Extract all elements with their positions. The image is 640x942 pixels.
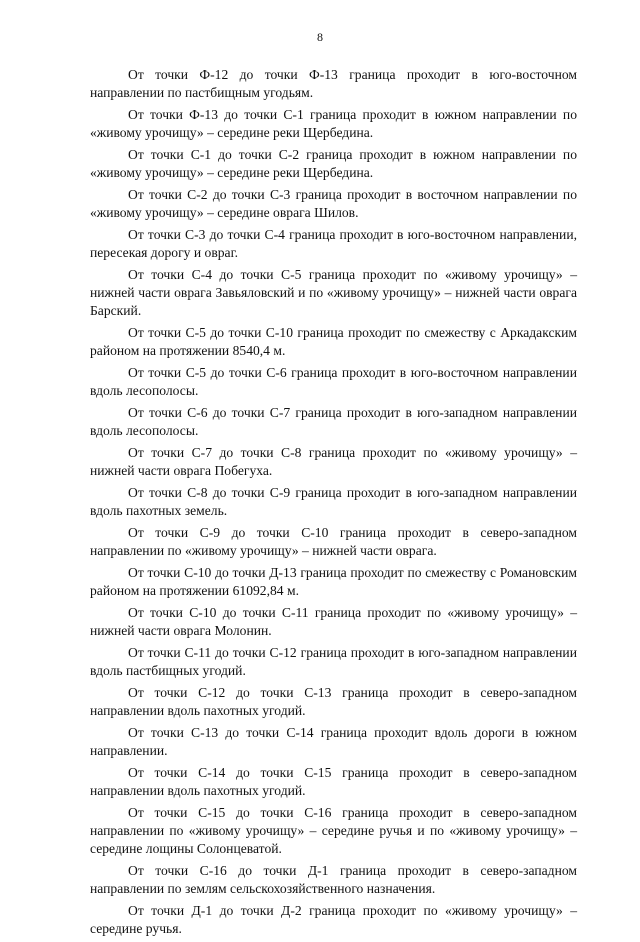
page-number: 8 — [317, 30, 323, 44]
paragraph-14: От точки С-10 до точки С-11 граница проходит по «живому урочищу» – нижней части оврага Молонин. — [90, 605, 577, 638]
paragraph-9: От точки С-6 до точки С-7 граница проходит в юго-западном направлении вдоль лесополосы. — [90, 405, 577, 438]
paragraph-2: От точки Ф-13 до точки С-1 граница проходит в южном направлении по «живому урочищу» – середине реки Щербедина. — [90, 107, 577, 140]
paragraph-13: От точки С-10 до точки Д-13 граница проходит по смежеству с Романовским районом на протяжении 61092,84 м. — [90, 565, 577, 598]
paragraph-21: От точки Д-1 до точки Д-2 граница проходит по «живому урочищу» – середине ручья. — [90, 903, 577, 936]
paragraph-5: От точки С-3 до точки С-4 граница проходит в юго-восточном направлении, пересекая дорогу и овраг. — [90, 227, 577, 260]
paragraph-11: От точки С-8 до точки С-9 граница проходит в юго-западном направлении вдоль пахотных земель. — [90, 485, 577, 518]
paragraph-20: От точки С-16 до точки Д-1 граница проходит в северо-западном направлении по землям сельскохозяйственного назначения. — [90, 863, 577, 896]
paragraph-12: От точки С-9 до точки С-10 граница проходит в северо-западном направлении по «живому урочищу» – нижней части оврага. — [90, 525, 577, 558]
paragraph-3: От точки С-1 до точки С-2 граница проходит в южном направлении по «живому урочищу» – середине реки Щербедина. — [90, 147, 577, 180]
paragraph-19: От точки С-15 до точки С-16 граница проходит в северо-западном направлении по «живому урочищу» – середине ручья и по «живому урочищу» – середине лощины Солонцеватой. — [90, 805, 577, 856]
paragraph-4: От точки С-2 до точки С-3 граница проходит в восточном направлении по «живому урочищу» – середине оврага Шилов. — [90, 187, 577, 220]
paragraph-7: От точки С-5 до точки С-10 граница проходит по смежеству с Аркадакским районом на протяжении 8540,4 м. — [90, 325, 577, 358]
paragraph-8: От точки С-5 до точки С-6 граница проходит в юго-восточном направлении вдоль лесополосы. — [90, 365, 577, 398]
paragraph-17: От точки С-13 до точки С-14 граница проходит вдоль дороги в южном направлении. — [90, 725, 577, 758]
document-body — [90, 66, 577, 942]
paragraph-6: От точки С-4 до точки С-5 граница проходит по «живому урочищу» – нижней части оврага Завьяловский и по «живому урочищу» – нижней части оврага Барский. — [90, 267, 577, 318]
paragraph-16: От точки С-12 до точки С-13 граница проходит в северо-западном направлении вдоль пахотных угодий. — [90, 685, 577, 718]
paragraph-10: От точки С-7 до точки С-8 граница проходит по «живому урочищу» – нижней части оврага Побегуха. — [90, 445, 577, 478]
paragraph-18: От точки С-14 до точки С-15 граница проходит в северо-западном направлении вдоль пахотных угодий. — [90, 765, 577, 798]
paragraph-1: От точки Ф-12 до точки Ф-13 граница проходит в юго-восточном направлении по пастбищным угодьям. — [90, 67, 577, 100]
paragraph-15: От точки С-11 до точки С-12 граница проходит в юго-западном направлении вдоль пастбищных угодий. — [90, 645, 577, 678]
